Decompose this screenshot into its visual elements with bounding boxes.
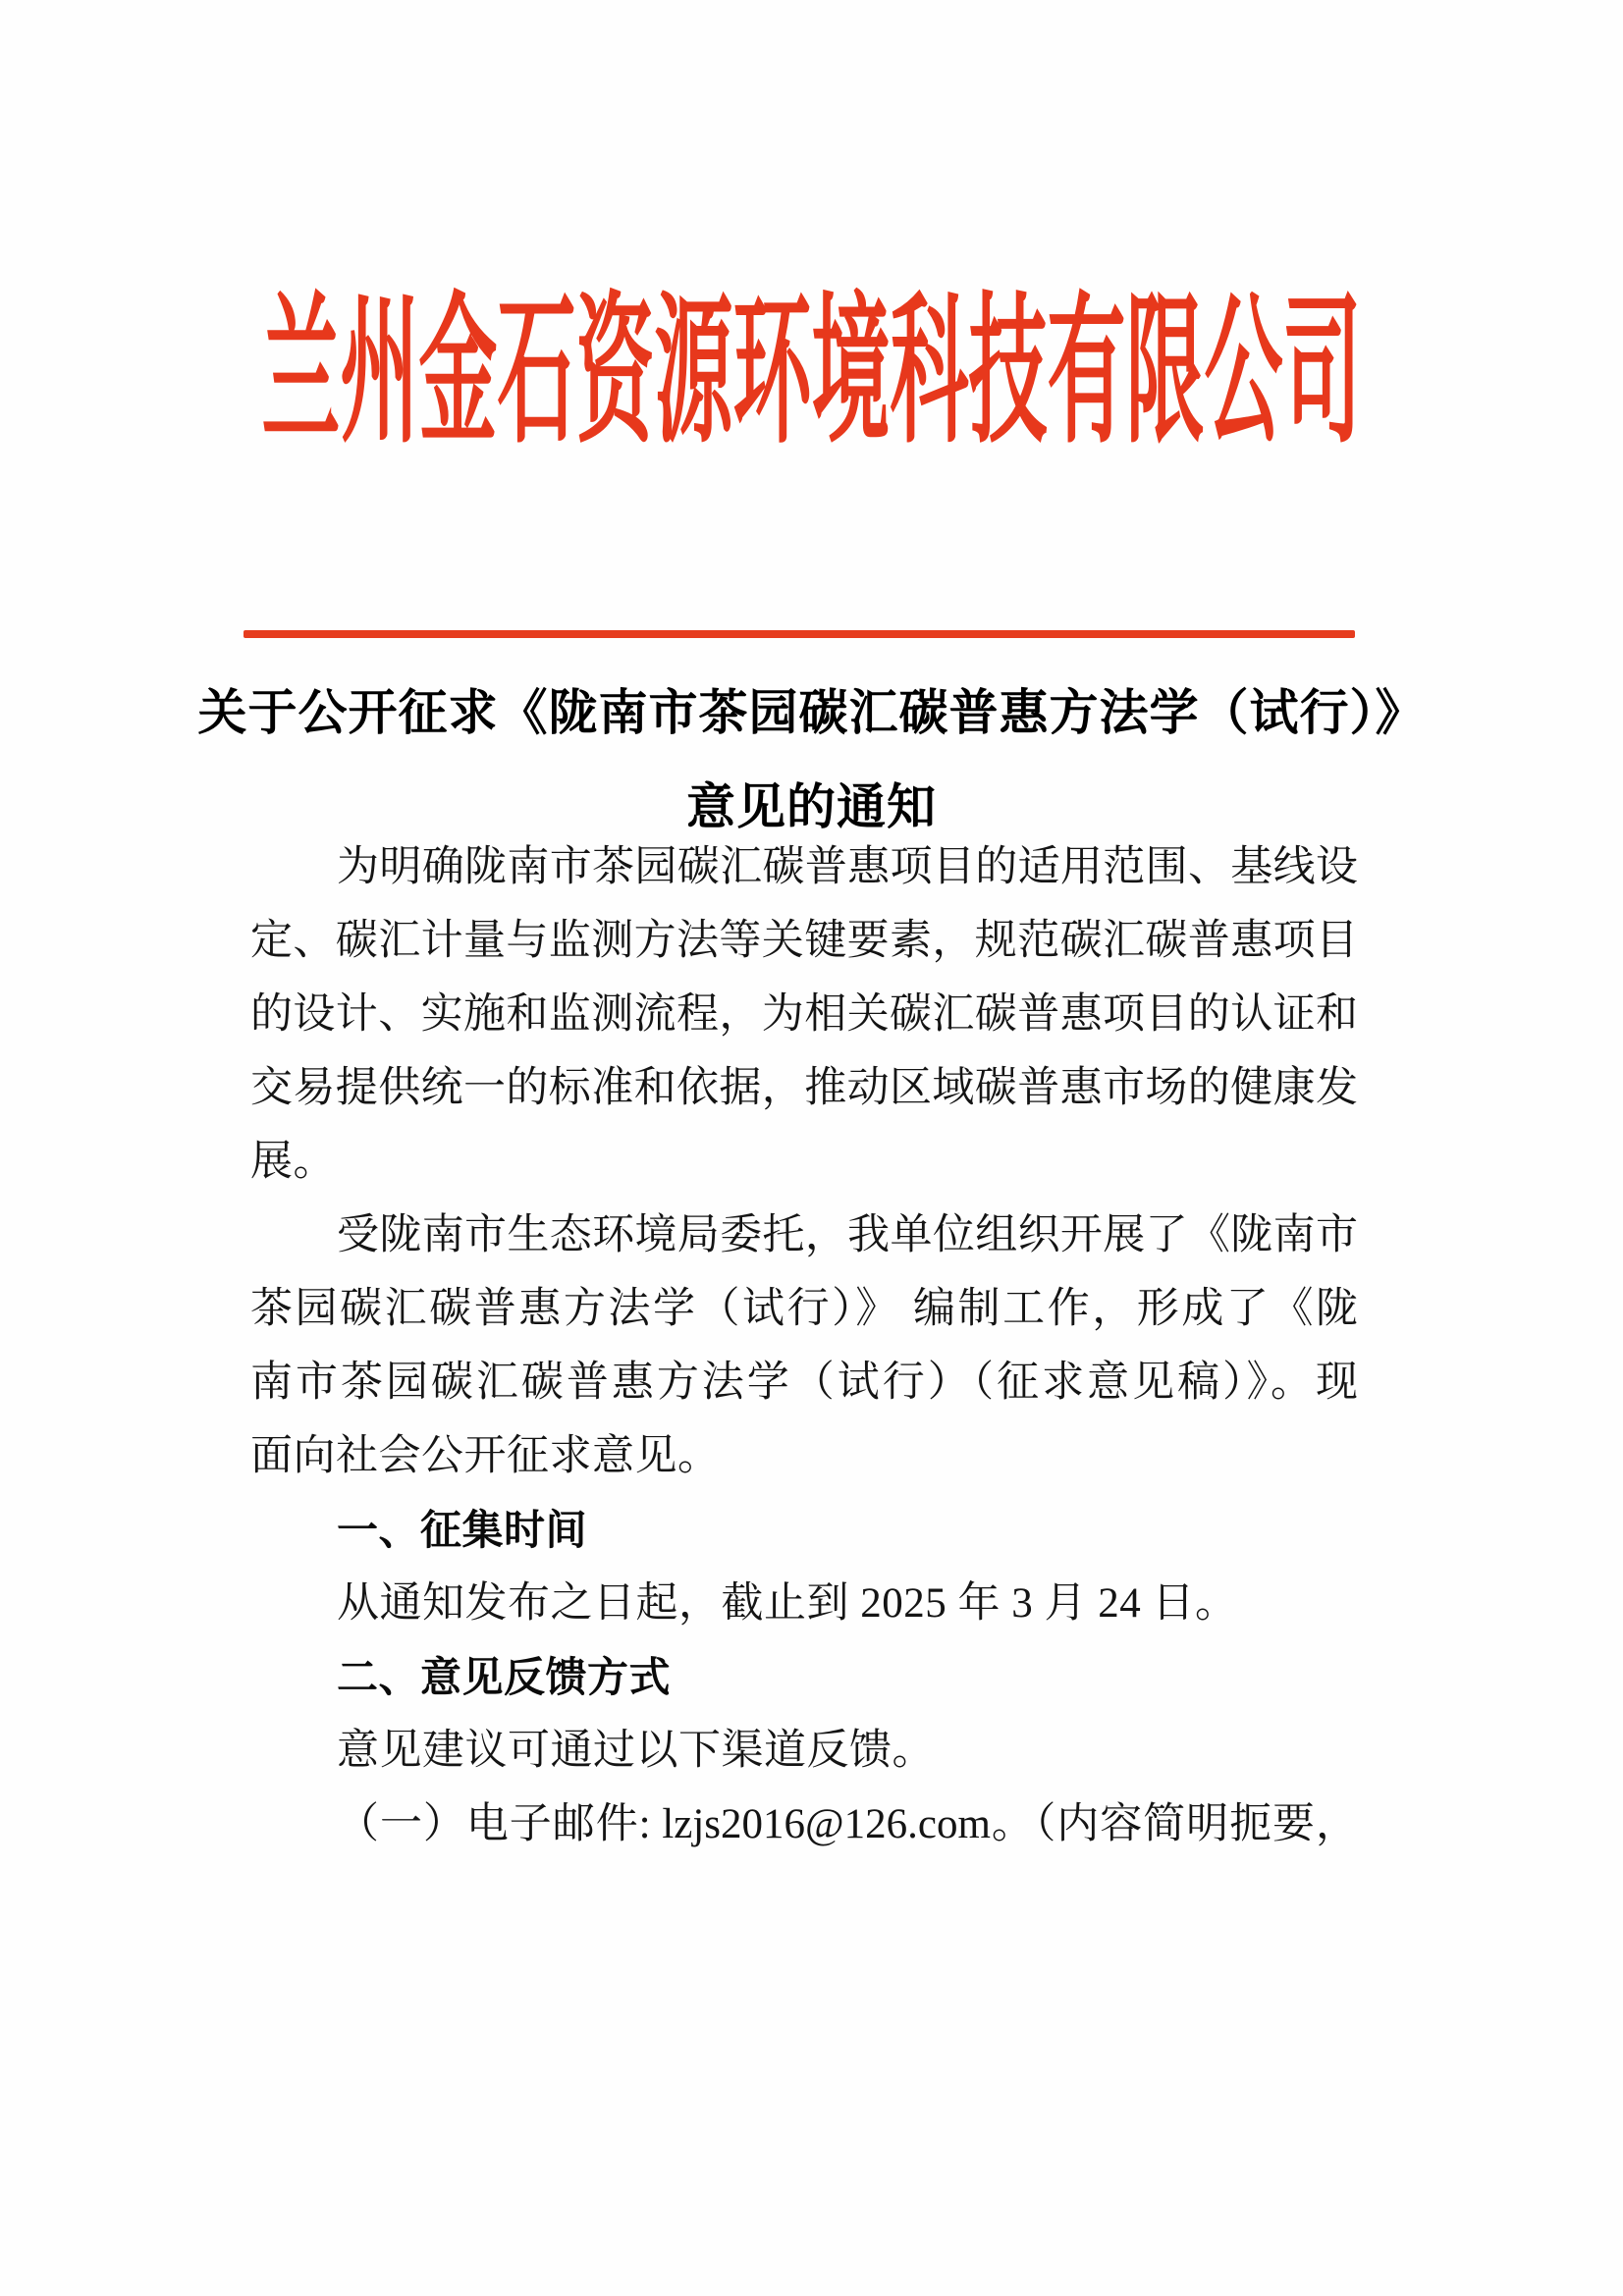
body-line: 受陇南市生态环境局委托，我单位组织开展了《陇南市 [337, 1212, 1358, 1258]
body-line: 南市茶园碳汇碳普惠方法学（试行）（征求意见稿）》。现 [250, 1360, 1358, 1406]
document-title-line1: 关于公开征求《陇南市茶园碳汇碳普惠方法学（试行）》 [197, 685, 1426, 740]
letterhead [0, 285, 1623, 464]
body-line: 的设计、实施和监测流程，为相关碳汇碳普惠项目的认证和 [250, 991, 1358, 1038]
section-heading: 二、意见反馈方式 [337, 1654, 672, 1700]
body-line: 展。 [250, 1139, 336, 1185]
body-text [250, 830, 1358, 1861]
body-line: 意见建议可通过以下渠道反馈。 [337, 1728, 935, 1774]
document-title-line2: 意见的通知 [686, 779, 937, 834]
document-title [0, 666, 1623, 854]
red-divider-line [243, 630, 1355, 638]
body-line: 定、碳汇计量与监测方法等关键要素，规范碳汇碳普惠项目 [250, 918, 1358, 964]
body-line: 为明确陇南市茶园碳汇碳普惠项目的适用范围、基线设 [337, 844, 1358, 890]
section-heading: 一、征集时间 [337, 1507, 588, 1553]
body-line: （一）电子邮件: lzjs2016@126.com。（内容简明扼要， [337, 1801, 1358, 1847]
body-line: 从通知发布之日起，截止到 2025 年 3 月 24 日。 [337, 1580, 1238, 1627]
body-line: 面向社会公开征求意见。 [250, 1433, 721, 1479]
body-line: 茶园碳汇碳普惠方法学（试行）》 编制工作，形成了《陇 [250, 1286, 1358, 1332]
company-name: 兰州金石资源环境科技有限公司 [261, 285, 1362, 464]
body-line: 交易提供统一的标准和依据，推动区域碳普惠市场的健康发 [250, 1065, 1358, 1111]
